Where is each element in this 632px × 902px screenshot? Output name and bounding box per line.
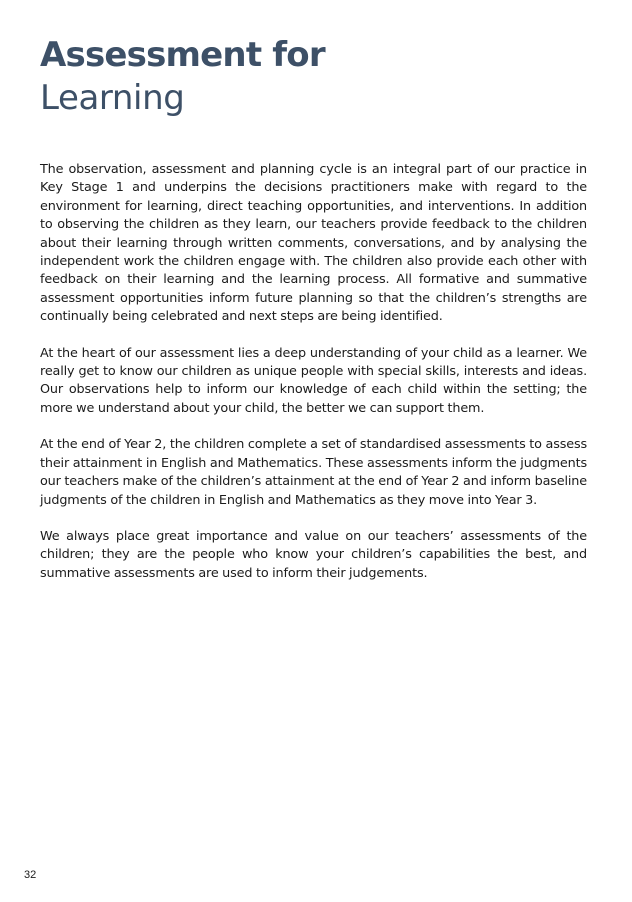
paragraph-child-as-learner: At the heart of our assessment lies a deep understanding of your child as a learner. We really get to know our children as unique people with special skills, interests and ideas. Our observations help to inform our knowledge of each child within the setting; the more we understand about your child, the better we can support them. [40, 345, 587, 416]
paragraph-assessment-cycle: The observation, assessment and planning cycle is an integral part of our practice in Key Stage 1 and underpins the decisions practitioners make with regard to the environment for learning, direct teaching opportunities, and interventions. In addition to observing the children as they learn, our teachers provide feedback to the children about their learning through written comments, conversations, and by analysing the independent work the children engage with. The children also provide each other with feedback on their learning and the learning process. All formative and summative assessment opportunities inform future planning so that the children’s strengths are continually being celebrated and next steps are being identified. [40, 162, 587, 325]
page-number: 32 [24, 869, 37, 881]
body-text [40, 161, 587, 601]
paragraph-year-2-assessments: At the end of Year 2, the children complete a set of standardised assessments to assess their attainment in English and Mathematics. These assessments inform the judgments our teachers make of the children’s attainment at the end of Year 2 and inform baseline judgments of the children in English and Mathematics as they move into Year 3. [40, 437, 587, 508]
title-light-line: Learning [40, 78, 185, 118]
paragraph-teacher-assessments: We always place great importance and value on our teachers’ assessments of the children; they are the people who know your children’s capabilities the best, and summative assessments are used to inform their judgements. [40, 528, 587, 581]
title-bold-line: Assessment for [40, 35, 325, 75]
page-title [40, 34, 325, 120]
